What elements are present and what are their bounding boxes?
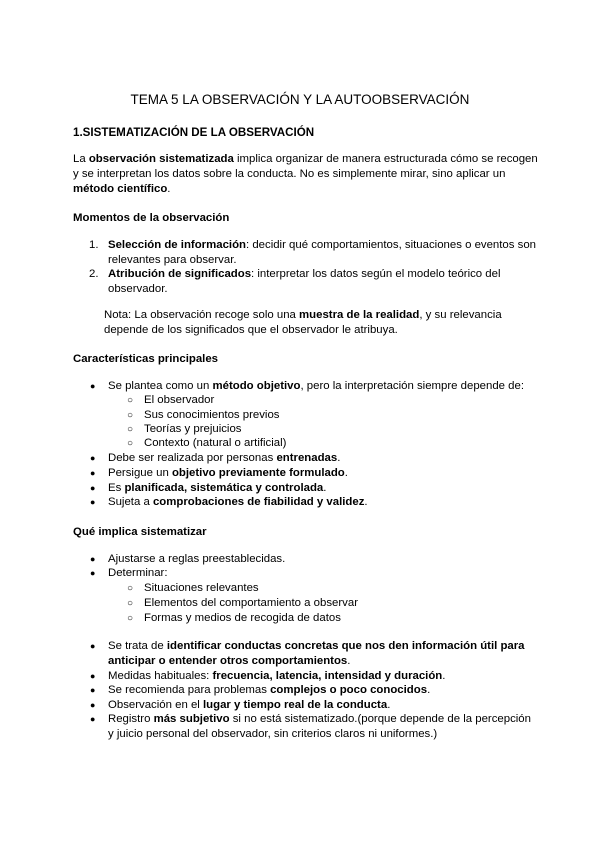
document-page: TEMA 5 LA OBSERVACIÓN Y LA AUTOOBSERVACIÓN 1.SISTEMATIZACIÓN DE LA OBSERVACIÓN La observación sistematizada implica organizar de manera estructurada cómo se recogen y se interpretan los datos sobre la conducta. No es simplemente mirar, sino aplicar un método científico. Momentos de la observación 1. Selección de información: decidir qué comportamientos, situaciones o eventos son relevantes para observar. 2. Atribución de significados: interpretar los datos según el modelo teórico del observador. Nota: La observación recoge solo una muestra de la realidad, y su relevancia depende de los significados que el observador le atribuya. Características principales ● Se plantea como un método objetivo, pero la interpretación siempre depende de: ○ El observador ○ Sus conocimientos previos ○ Teorías y prejuicios ○ Contexto (natural o artificial) ● Debe ser realizada por personas entrenadas. ● Persigue un objetivo previamente formulado. ● Es planificada, sistemática y controlada. ● Sujeta a comprobaciones de fiabilidad y validez. Qué implica sistematizar ● Ajustarse a reglas preestablecidas. ● Determinar: ○ Situaciones relevantes ○ Elementos del comportamiento a observar ○ Formas y medios de recogida de datos ● Se trata de identificar conductas concretas que nos den información útil para anticipar o entender otros comportamientos. ● Medidas habituales: frecuencia, latencia, intensidad y duración. ● Se recomienda para problemas complejos o poco conocidos. ● Observación en el lugar y tiempo real de la conducta. ● Registro más subjetivo si no está sistematizado.(porque depende de la percepción y juicio personal del observador, sin criterios claros ni uniformes.) [0,0,600,848]
section-heading: 1.SISTEMATIZACIÓN DE LA OBSERVACIÓN [73,126,315,139]
sistematizar-heading: Qué implica sistematizar [73,526,207,538]
note-paragraph: Nota: La observación recoge solo una muestra de la realidad, y su relevancia depende de los significados que el observador le atribuya. [104,309,502,336]
caracteristicas-heading: Características principales [73,353,218,365]
intro-paragraph: La observación sistematizada implica organizar de manera estructurada cómo se recogen y se interpretan los datos sobre la conducta. No es simplemente mirar, sino aplicar un método científico. [73,153,538,195]
page-title: TEMA 5 LA OBSERVACIÓN Y LA AUTOOBSERVACIÓN [130,92,470,107]
momentos-heading: Momentos de la observación [73,212,230,224]
